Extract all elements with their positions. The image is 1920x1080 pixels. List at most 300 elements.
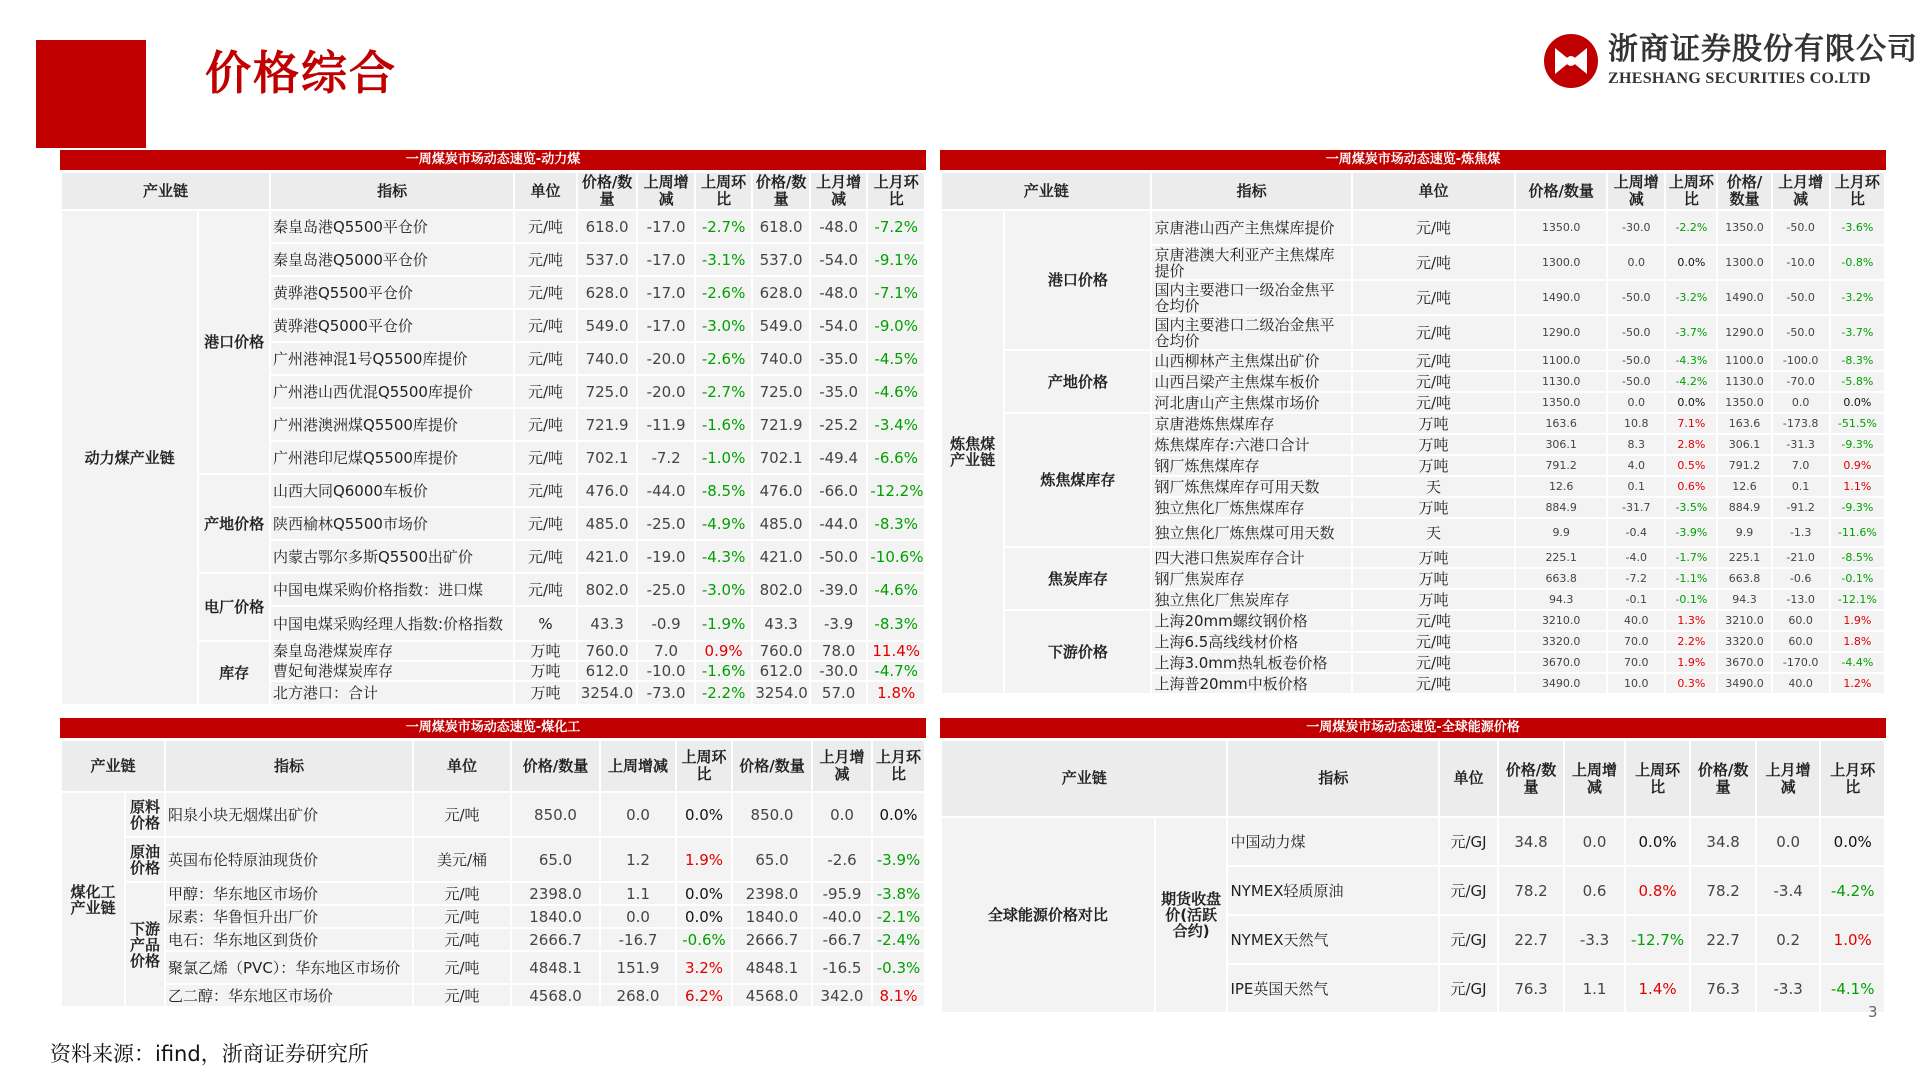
unit-cell: 万吨 [515,682,576,704]
week-change-cell: 70.0 [1608,632,1664,651]
month-change-cell: 57.0 [811,682,867,704]
header-unit: 单位 [414,741,510,791]
week-change-cell: -17.0 [638,211,694,242]
month-ratio-cell: -4.4% [1831,653,1884,672]
week-ratio-cell: -2.6% [696,277,752,308]
month-value-cell: 537.0 [753,244,809,275]
month-change-cell: -50.0 [1773,316,1829,349]
month-ratio-cell: -5.8% [1831,372,1884,391]
month-ratio-cell: 0.0% [873,793,924,836]
month-ratio-cell: 0.9% [1831,456,1884,475]
unit-cell: 美元/桶 [414,838,510,881]
header-row [62,173,924,209]
month-ratio-cell: -51.5% [1831,414,1884,433]
group-cell: 焦炭库存 [1005,548,1150,609]
company-logo [1540,30,1918,92]
week-change-cell: 1.2 [601,838,675,881]
week-change-cell: -7.2 [1608,569,1664,588]
month-value-cell: 549.0 [753,310,809,341]
table-row [942,818,1884,865]
month-value-cell: 76.3 [1691,965,1755,1012]
week-value-cell: 2398.0 [512,883,599,904]
week-ratio-cell: 0.0% [677,906,731,927]
unit-cell: 元/吨 [515,475,576,506]
week-ratio-cell: 1.9% [1666,653,1716,672]
header-month-value: 价格/数量 [753,173,809,209]
zheshang-logo-icon [1540,32,1602,90]
global-energy-panel [940,718,1886,1014]
month-ratio-cell: -10.6% [868,541,924,572]
header-row [62,741,924,791]
week-ratio-cell: 2.2% [1666,632,1716,651]
coal-chemical-panel [60,718,926,1008]
month-value-cell: 628.0 [753,277,809,308]
indicator-cell: 钢厂炼焦煤库存可用天数 [1152,477,1350,496]
month-change-cell: -25.2 [811,409,867,440]
month-ratio-cell: -9.1% [868,244,924,275]
month-change-cell: -0.6 [1773,569,1829,588]
unit-cell: 万吨 [1353,569,1514,588]
header-week-ratio: 上周环比 [677,741,731,791]
month-change-cell: 60.0 [1773,611,1829,630]
group-cell: 库存 [199,642,269,704]
indicator-cell: 京唐港澳大利亚产主焦煤库提价 [1152,246,1350,279]
month-value-cell: 1300.0 [1718,246,1770,279]
week-value-cell: 612.0 [578,662,637,680]
unit-cell: 元/吨 [1353,246,1514,279]
month-change-cell: -100.0 [1773,351,1829,370]
month-value-cell: 802.0 [753,574,809,605]
month-change-cell: -49.4 [811,442,867,473]
month-ratio-cell: -4.6% [868,376,924,407]
month-value-cell: 884.9 [1718,498,1770,517]
header-indicator: 指标 [1152,173,1350,209]
unit-cell: 元/吨 [515,574,576,605]
unit-cell: 元/吨 [1353,351,1514,370]
month-value-cell: 2666.7 [733,929,811,950]
table-row [942,211,1884,244]
month-change-cell: -50.0 [1773,211,1829,244]
table-row [62,883,924,904]
unit-cell: 元/吨 [414,906,510,927]
unit-cell: 万吨 [515,642,576,660]
indicator-cell: 钢厂焦炭库存 [1152,569,1350,588]
header-week-ratio: 上周环比 [1666,173,1716,209]
month-ratio-cell: -0.1% [1831,569,1884,588]
month-value-cell: 421.0 [753,541,809,572]
coking-coal-panel-title: 一周煤炭市场动态速览-炼焦煤 [940,150,1886,170]
indicator-cell: 英国布伦特原油现货价 [166,838,412,881]
week-value-cell: 34.8 [1499,818,1564,865]
week-ratio-cell: -3.1% [696,244,752,275]
month-value-cell: 225.1 [1718,548,1770,567]
unit-cell: 元/吨 [1353,372,1514,391]
week-value-cell: 9.9 [1516,519,1606,546]
unit-cell: 元/吨 [515,211,576,242]
indicator-cell: 尿素：华鲁恒升出厂价 [166,906,412,927]
header-indicator: 指标 [271,173,513,209]
week-value-cell: 1100.0 [1516,351,1606,370]
table-row [62,906,924,927]
week-value-cell: 22.7 [1499,916,1564,963]
month-change-cell: 40.0 [1773,674,1829,693]
week-change-cell: -20.0 [638,343,694,374]
month-ratio-cell: -4.1% [1821,965,1884,1012]
month-change-cell: -21.0 [1773,548,1829,567]
week-ratio-cell: -4.3% [1666,351,1716,370]
month-ratio-cell: -11.6% [1831,519,1884,546]
week-ratio-cell: -12.7% [1626,916,1690,963]
week-change-cell: -44.0 [638,475,694,506]
month-change-cell: -39.0 [811,574,867,605]
month-ratio-cell: 1.0% [1821,916,1884,963]
month-ratio-cell: -9.0% [868,310,924,341]
week-value-cell: 94.3 [1516,590,1606,609]
week-ratio-cell: -2.7% [696,211,752,242]
week-change-cell: 0.0 [1565,818,1624,865]
week-ratio-cell: -8.5% [696,475,752,506]
month-ratio-cell: 0.0% [1821,818,1884,865]
unit-cell: 元/吨 [515,409,576,440]
unit-cell: 万吨 [1353,498,1514,517]
header-row [942,741,1884,816]
week-change-cell: 70.0 [1608,653,1664,672]
header-month-ratio: 上月环比 [868,173,924,209]
week-ratio-cell: -2.6% [696,343,752,374]
table-row [62,952,924,983]
indicator-cell: 黄骅港Q5000平仓价 [271,310,513,341]
week-change-cell: 4.0 [1608,456,1664,475]
unit-cell: 元/吨 [515,442,576,473]
header-unit: 单位 [515,173,576,209]
month-ratio-cell: -8.5% [1831,548,1884,567]
title-accent-block [36,40,146,148]
chain-cell: 动力煤产业链 [62,211,197,704]
week-value-cell: 537.0 [578,244,637,275]
week-value-cell: 791.2 [1516,456,1606,475]
header-week-change: 上周增减 [638,173,694,209]
week-change-cell: -4.0 [1608,548,1664,567]
chain-cell: 全球能源价格对比 [942,818,1154,1012]
thermal-coal-panel-title: 一周煤炭市场动态速览-动力煤 [60,150,926,170]
month-ratio-cell: -3.7% [1831,316,1884,349]
week-ratio-cell: 0.0% [677,793,731,836]
indicator-cell: 秦皇岛港煤炭库存 [271,642,513,660]
week-ratio-cell: 0.0% [1626,818,1690,865]
unit-cell: 元/GJ [1440,867,1496,914]
week-change-cell: -20.0 [638,376,694,407]
week-value-cell: 760.0 [578,642,637,660]
header-week-value: 价格/数量 [1516,173,1606,209]
week-ratio-cell: -0.6% [677,929,731,950]
month-change-cell: 0.2 [1757,916,1820,963]
header-month-ratio: 上月环比 [1821,741,1884,816]
unit-cell: 元/吨 [1353,393,1514,412]
month-ratio-cell: -3.4% [868,409,924,440]
unit-cell: 元/吨 [1353,211,1514,244]
unit-cell: 元/GJ [1440,818,1496,865]
month-change-cell: -3.3 [1757,965,1820,1012]
header-week-change: 上周增减 [1565,741,1624,816]
indicator-cell: 广州港澳洲煤Q5500库提价 [271,409,513,440]
header-month-ratio: 上月环比 [873,741,924,791]
indicator-cell: 山西吕梁产主焦煤车板价 [1152,372,1350,391]
week-change-cell: 10.8 [1608,414,1664,433]
unit-cell: 元/吨 [414,952,510,983]
indicator-cell: 陕西榆林Q5500市场价 [271,508,513,539]
month-value-cell: 34.8 [1691,818,1755,865]
indicator-cell: 北方港口：合计 [271,682,513,704]
chain-cell: 炼焦煤产业链 [942,211,1003,693]
indicator-cell: 广州港神混1号Q5500库提价 [271,343,513,374]
indicator-cell: 甲醇：华东地区市场价 [166,883,412,904]
coking-coal-table [940,171,1886,695]
week-ratio-cell: 0.3% [1666,674,1716,693]
month-value-cell: 702.1 [753,442,809,473]
unit-cell: 元/吨 [414,883,510,904]
group-cell: 产地价格 [199,475,269,572]
week-change-cell: -50.0 [1608,372,1664,391]
month-value-cell: 1840.0 [733,906,811,927]
week-change-cell: -25.0 [638,574,694,605]
week-change-cell: -17.0 [638,244,694,275]
month-ratio-cell: -4.7% [868,662,924,680]
month-value-cell: 1100.0 [1718,351,1770,370]
indicator-cell: 黄骅港Q5500平仓价 [271,277,513,308]
company-name-en: ZHESHANG SECURITIES CO.LTD [1608,70,1871,87]
header-week-ratio: 上周环比 [1626,741,1690,816]
indicator-cell: 中国动力煤 [1228,818,1438,865]
unit-cell: 天 [1353,519,1514,546]
month-value-cell: 791.2 [1718,456,1770,475]
indicator-cell: 山西大同Q6000车板价 [271,475,513,506]
header-week-value: 价格/数量 [1499,741,1564,816]
month-change-cell: 0.0 [813,793,871,836]
month-ratio-cell: -7.2% [868,211,924,242]
week-value-cell: 12.6 [1516,477,1606,496]
week-ratio-cell: -2.2% [1666,211,1716,244]
week-ratio-cell: -3.2% [1666,281,1716,314]
month-change-cell: -13.0 [1773,590,1829,609]
week-value-cell: 1290.0 [1516,316,1606,349]
month-ratio-cell: -9.3% [1831,498,1884,517]
week-change-cell: -10.0 [638,662,694,680]
unit-cell: 元/吨 [414,793,510,836]
week-ratio-cell: 3.2% [677,952,731,983]
week-change-cell: -73.0 [638,682,694,704]
week-change-cell: -19.0 [638,541,694,572]
header-unit: 单位 [1440,741,1496,816]
week-change-cell: 8.3 [1608,435,1664,454]
month-ratio-cell: -4.6% [868,574,924,605]
page-number: 3 [1868,1003,1878,1021]
week-value-cell: 306.1 [1516,435,1606,454]
table-row [942,414,1884,433]
week-value-cell: 850.0 [512,793,599,836]
table-row [62,211,924,242]
indicator-cell: IPE英国天然气 [1228,965,1438,1012]
week-value-cell: 725.0 [578,376,637,407]
indicator-cell: 国内主要港口二级冶金焦平仓均价 [1152,316,1350,349]
month-ratio-cell: -3.6% [1831,211,1884,244]
table-row [62,838,924,881]
unit-cell: 万吨 [515,662,576,680]
month-change-cell: -50.0 [811,541,867,572]
week-value-cell: 1840.0 [512,906,599,927]
unit-cell: 元/吨 [515,376,576,407]
week-value-cell: 43.3 [578,607,637,640]
week-change-cell: 40.0 [1608,611,1664,630]
indicator-cell: 山西柳林产主焦煤出矿价 [1152,351,1350,370]
group-cell: 原油价格 [126,838,164,881]
month-ratio-cell: -7.1% [868,277,924,308]
week-change-cell: -11.9 [638,409,694,440]
month-change-cell: -170.0 [1773,653,1829,672]
month-change-cell: -50.0 [1773,281,1829,314]
header-week-change: 上周增减 [1608,173,1664,209]
week-ratio-cell: -3.0% [696,574,752,605]
unit-cell: 天 [1353,477,1514,496]
indicator-cell: 广州港印尼煤Q5500库提价 [271,442,513,473]
month-value-cell: 3210.0 [1718,611,1770,630]
company-name-cn: 浙商证券股份有限公司 [1608,32,1918,67]
week-value-cell: 4848.1 [512,952,599,983]
unit-cell: 万吨 [1353,435,1514,454]
indicator-cell: 京唐港山西产主焦煤库提价 [1152,211,1350,244]
week-value-cell: 1130.0 [1516,372,1606,391]
month-value-cell: 485.0 [753,508,809,539]
week-ratio-cell: -1.9% [696,607,752,640]
indicator-cell: 内蒙古鄂尔多斯Q5500出矿价 [271,541,513,572]
week-value-cell: 618.0 [578,211,637,242]
week-ratio-cell: 1.9% [677,838,731,881]
month-value-cell: 2398.0 [733,883,811,904]
unit-cell: 万吨 [1353,414,1514,433]
unit-cell: 元/吨 [1353,632,1514,651]
month-ratio-cell: 1.9% [1831,611,1884,630]
month-change-cell: -3.4 [1757,867,1820,914]
unit-cell: 元/吨 [515,244,576,275]
unit-cell: 元/吨 [1353,316,1514,349]
header-unit: 单位 [1353,173,1514,209]
month-value-cell: 1130.0 [1718,372,1770,391]
header-month-change: 上月增减 [811,173,867,209]
week-value-cell: 163.6 [1516,414,1606,433]
indicator-cell: 阳泉小块无烟煤出矿价 [166,793,412,836]
indicator-cell: 秦皇岛港Q5500平仓价 [271,211,513,242]
unit-cell: 元/GJ [1440,965,1496,1012]
week-ratio-cell: -3.7% [1666,316,1716,349]
table-row [942,548,1884,567]
header-week-change: 上周增减 [601,741,675,791]
header-month-value: 价格/数量 [733,741,811,791]
unit-cell: 元/吨 [515,343,576,374]
unit-cell: 元/吨 [1353,611,1514,630]
month-value-cell: 163.6 [1718,414,1770,433]
global-energy-panel-title: 一周煤炭市场动态速览-全球能源价格 [940,718,1886,738]
month-change-cell: -1.3 [1773,519,1829,546]
week-change-cell: 0.6 [1565,867,1624,914]
month-change-cell: 0.1 [1773,477,1829,496]
coal-chemical-table [60,739,926,1008]
header-month-change: 上月增减 [1773,173,1829,209]
indicator-cell: 独立焦化厂焦炭库存 [1152,590,1350,609]
week-value-cell: 1300.0 [1516,246,1606,279]
indicator-cell: 中国电煤采购价格指数：进口煤 [271,574,513,605]
week-ratio-cell: -1.7% [1666,548,1716,567]
header-chain: 产业链 [62,741,164,791]
week-ratio-cell: 0.8% [1626,867,1690,914]
month-value-cell: 725.0 [753,376,809,407]
month-ratio-cell: -8.3% [868,607,924,640]
group-cell: 期货收盘价(活跃合约) [1156,818,1227,1012]
week-change-cell: 1.1 [601,883,675,904]
month-change-cell: -31.3 [1773,435,1829,454]
week-value-cell: 76.3 [1499,965,1564,1012]
header-month-value: 价格/数量 [1691,741,1755,816]
month-change-cell: 0.0 [1757,818,1820,865]
week-change-cell: -0.9 [638,607,694,640]
week-ratio-cell: 2.8% [1666,435,1716,454]
group-cell: 下游价格 [1005,611,1150,693]
week-change-cell: -50.0 [1608,316,1664,349]
group-cell: 港口价格 [199,211,269,473]
month-value-cell: 4568.0 [733,985,811,1006]
week-ratio-cell: 6.2% [677,985,731,1006]
month-ratio-cell: 1.8% [868,682,924,704]
month-change-cell: -35.0 [811,343,867,374]
chain-cell: 煤化工产业链 [62,793,124,1006]
indicator-cell: 上海普20mm中板价格 [1152,674,1350,693]
month-ratio-cell: 8.1% [873,985,924,1006]
month-value-cell: 740.0 [753,343,809,374]
week-value-cell: 485.0 [578,508,637,539]
month-ratio-cell: 1.2% [1831,674,1884,693]
month-change-cell: -91.2 [1773,498,1829,517]
unit-cell: 万吨 [1353,548,1514,567]
week-change-cell: -31.7 [1608,498,1664,517]
page-title: 价格综合 [205,46,397,100]
week-change-cell: -30.0 [1608,211,1664,244]
week-ratio-cell: 0.0% [1666,246,1716,279]
month-change-cell: -3.9 [811,607,867,640]
month-ratio-cell: -2.4% [873,929,924,950]
week-ratio-cell: -4.2% [1666,372,1716,391]
week-ratio-cell: 0.6% [1666,477,1716,496]
coal-chemical-panel-title: 一周煤炭市场动态速览-煤化工 [60,718,926,738]
month-change-cell: -40.0 [813,906,871,927]
month-value-cell: 663.8 [1718,569,1770,588]
week-ratio-cell: -4.9% [696,508,752,539]
header-chain: 产业链 [62,173,269,209]
month-change-cell: -2.6 [813,838,871,881]
week-change-cell: 0.1 [1608,477,1664,496]
week-ratio-cell: 0.0% [677,883,731,904]
week-change-cell: -16.7 [601,929,675,950]
month-change-cell: -54.0 [811,310,867,341]
week-change-cell: 7.0 [638,642,694,660]
week-change-cell: 151.9 [601,952,675,983]
month-value-cell: 1350.0 [1718,211,1770,244]
month-value-cell: 612.0 [753,662,809,680]
indicator-cell: 钢厂炼焦煤库存 [1152,456,1350,475]
month-value-cell: 306.1 [1718,435,1770,454]
indicator-cell: 上海20mm螺纹钢价格 [1152,611,1350,630]
month-value-cell: 721.9 [753,409,809,440]
week-value-cell: 702.1 [578,442,637,473]
month-ratio-cell: -12.2% [868,475,924,506]
week-ratio-cell: -1.1% [1666,569,1716,588]
